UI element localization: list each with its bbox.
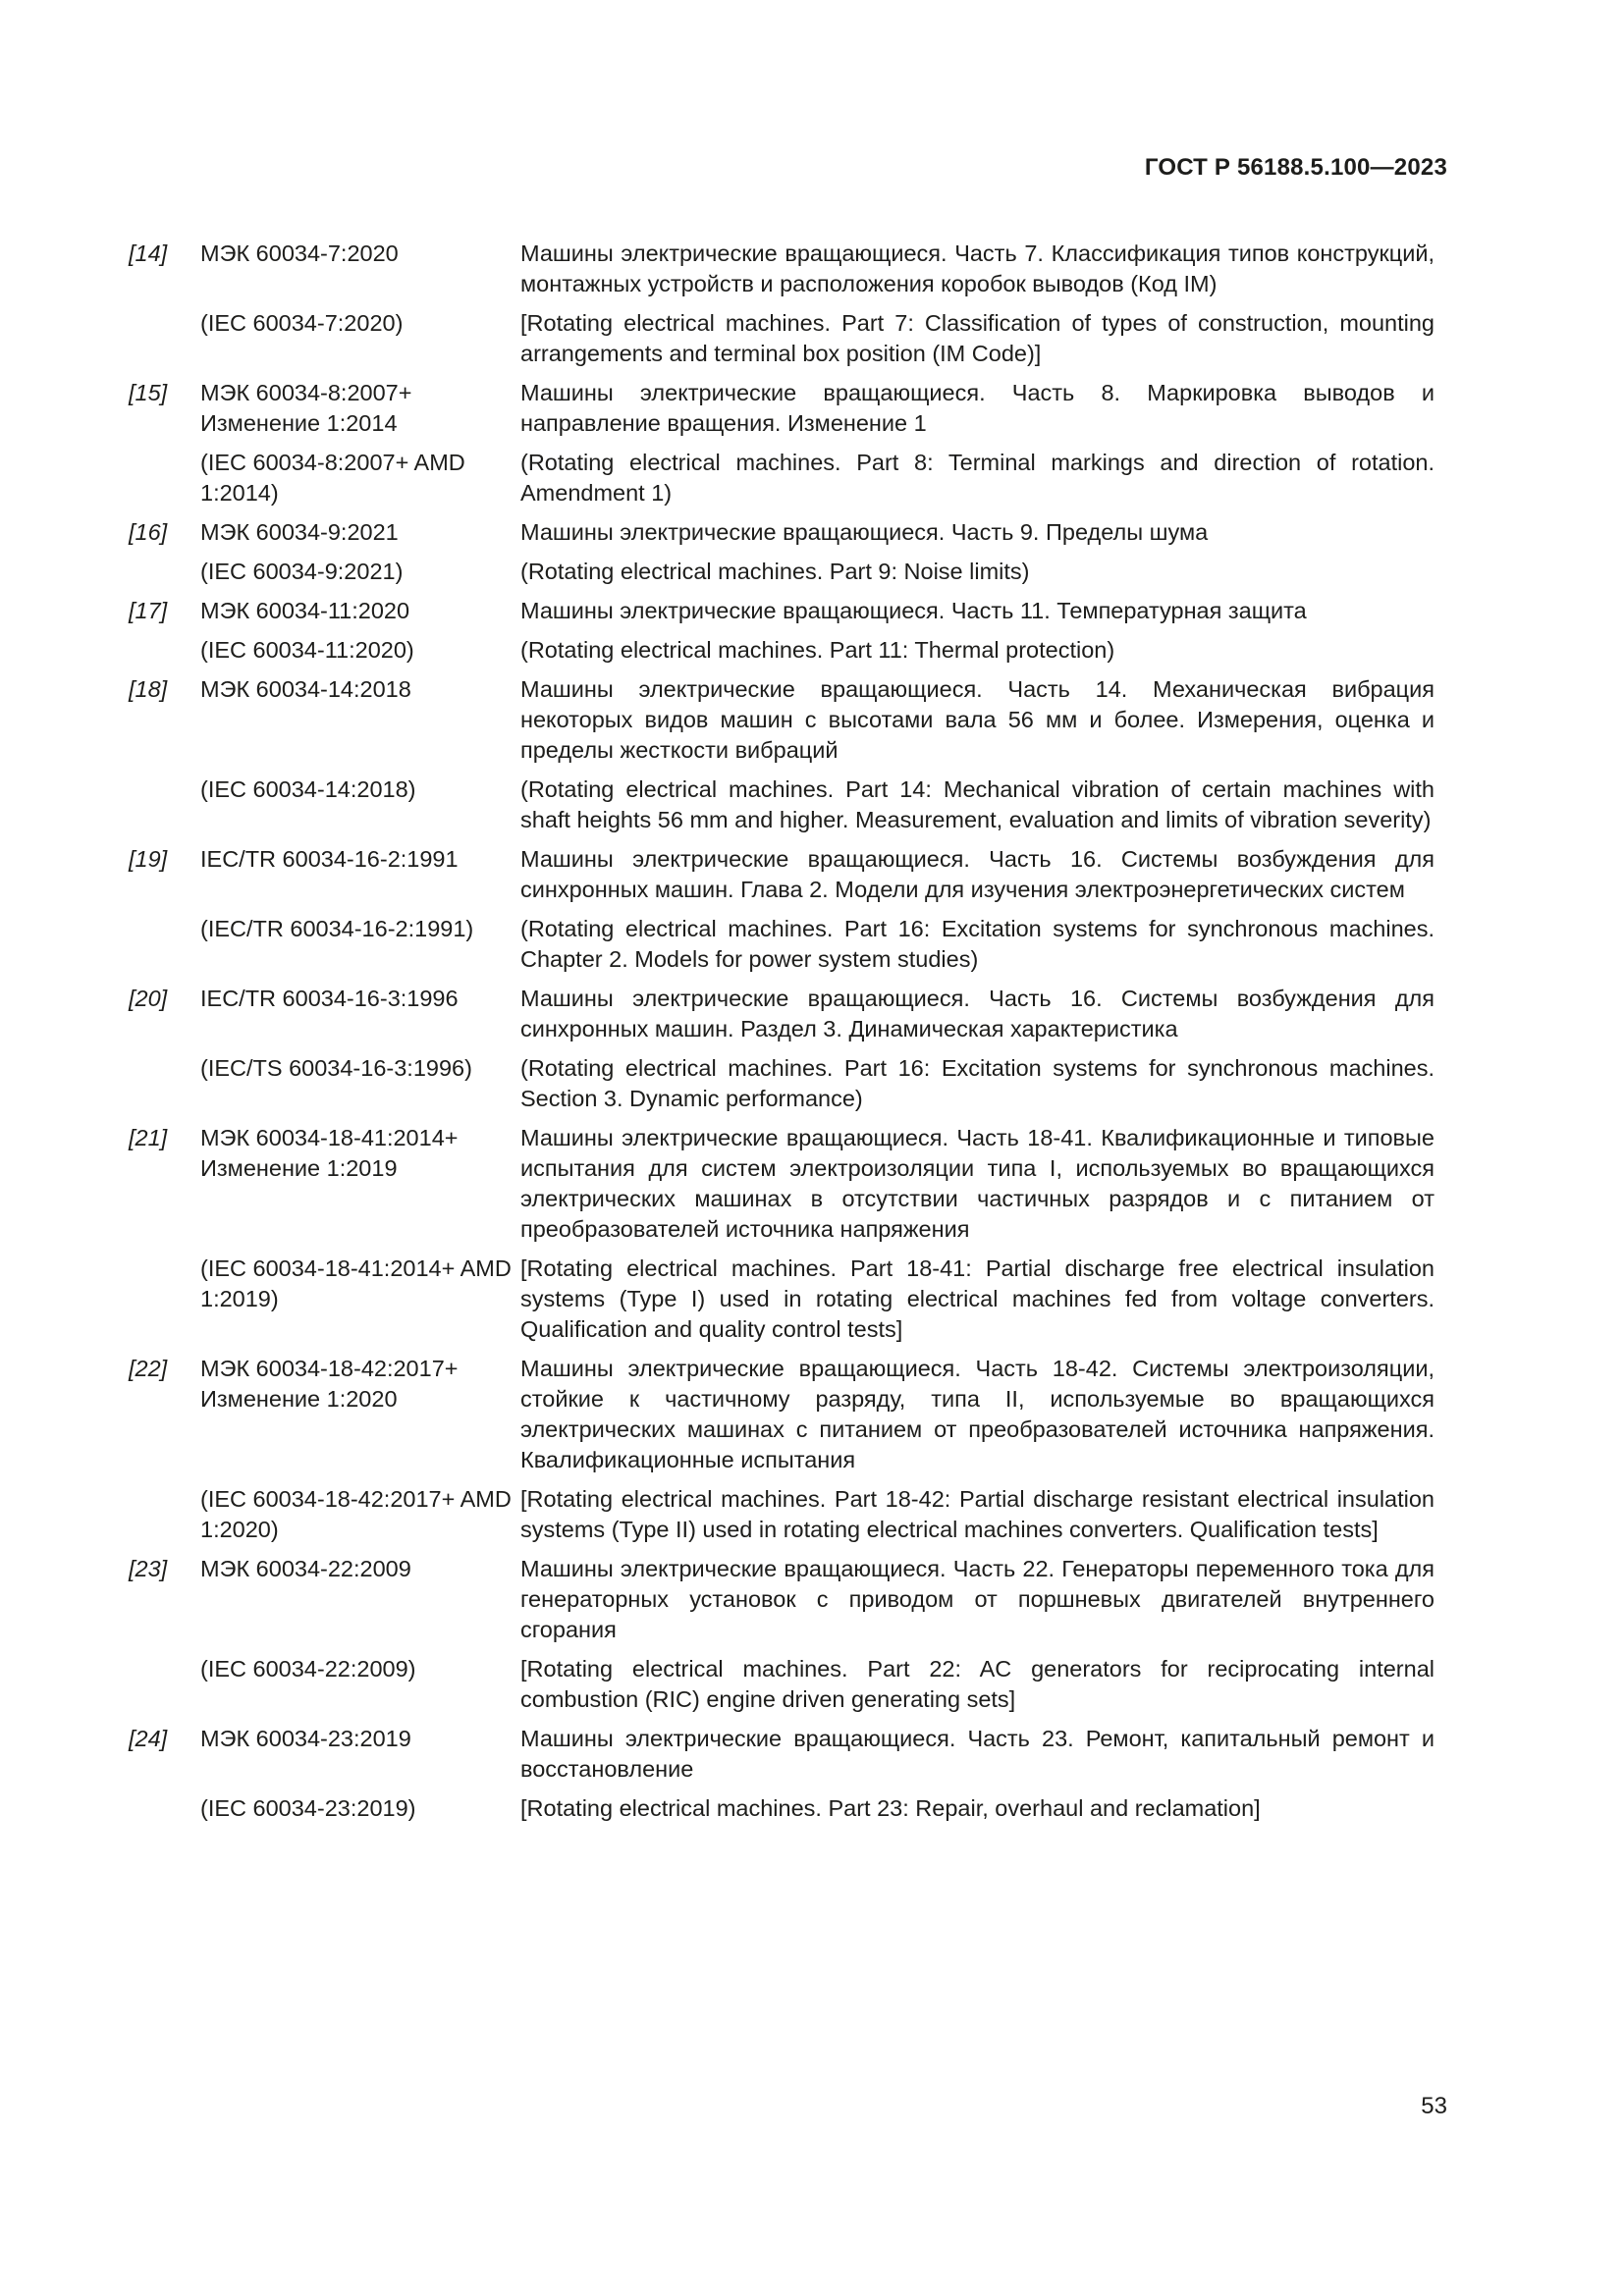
bibliography-entry [129, 1724, 1435, 1824]
entry-number: [14] [129, 240, 168, 266]
standard-code-ru: IEC/TR 60034-16-2:1991 [200, 846, 459, 872]
standard-title-en: [Rotating electrical machines. Part 22: AC generators for reciprocating internal combustion (RIC) engine driven generating sets] [520, 1656, 1435, 1712]
standard-title-en: [Rotating electrical machines. Part 18-42: Partial discharge resistant electrical insulation systems (Type II) used in rotating electrical machines converters. Qualification tests] [520, 1486, 1435, 1542]
entry-number: [17] [129, 598, 168, 623]
standard-code-ru: МЭК 60034-9:2021 [200, 519, 399, 545]
standard-code-ru: IEC/TR 60034-16-3:1996 [200, 986, 459, 1011]
standard-code-ru: МЭК 60034-7:2020 [200, 240, 399, 266]
bibliography-entry [129, 378, 1435, 508]
entry-ru-row [129, 517, 1435, 548]
standard-title-ru: Машины электрические вращающиеся. Часть 7. Классификация типов конструкций, монтажных устройств и расположения коробок выводов (Код IM) [520, 240, 1435, 296]
standard-title-en: (Rotating electrical machines. Part 11: Thermal protection) [520, 637, 1115, 663]
entry-number: [18] [129, 676, 168, 702]
standard-title-ru: Машины электрические вращающиеся. Часть 18-41. Квалификационные и типовые испытания для систем электроизоляции типа I, используемых во вращающихся электрических машинах в отсутствии частичных разрядов и с питанием от преобразователей источника напряжения [520, 1125, 1435, 1242]
standard-code-ru: МЭК 60034-8:2007+ Изменение 1:2014 [200, 380, 412, 436]
bibliography-entry [129, 1354, 1435, 1545]
entry-ru-row [129, 378, 1435, 439]
entry-number: [19] [129, 846, 168, 872]
entry-en-row [129, 1484, 1435, 1545]
entry-number: [20] [129, 986, 168, 1011]
standard-title-ru: Машины электрические вращающиеся. Часть 8. Маркировка выводов и направление вращения. Изменение 1 [520, 380, 1435, 436]
entry-number: [23] [129, 1556, 168, 1581]
bibliography-entry [129, 517, 1435, 587]
standard-title-ru: Машины электрические вращающиеся. Часть 18-42. Системы электроизоляции, стойкие к частичному разряду, типа II, используемые во вращающихся электрических машинах с питанием от преобразователей источника напряжения. Квалификационные испытания [520, 1356, 1435, 1472]
standard-title-ru: Машины электрические вращающиеся. Часть 14. Механическая вибрация некоторых видов машин с высотами вала 56 мм и более. Измерения, оценка и пределы жесткости вибраций [520, 676, 1435, 763]
bibliography-entry [129, 1554, 1435, 1715]
standard-code-en: (IEC 60034-14:2018) [200, 776, 416, 802]
standard-code-ru: МЭК 60034-18-42:2017+ Изменение 1:2020 [200, 1356, 459, 1412]
standard-title-ru: Машины электрические вращающиеся. Часть 9. Пределы шума [520, 519, 1209, 545]
standard-title-ru: Машины электрические вращающиеся. Часть 16. Системы возбуждения для синхронных машин. Раздел 3. Динамическая характеристика [520, 986, 1435, 1041]
entry-en-row [129, 308, 1435, 369]
standard-title-ru: Машины электрические вращающиеся. Часть 23. Ремонт, капитальный ремонт и восстановление [520, 1726, 1435, 1782]
standard-code-ru: МЭК 60034-18-41:2014+ Изменение 1:2019 [200, 1125, 459, 1181]
standard-title-en: (Rotating electrical machines. Part 14: Mechanical vibration of certain machines with shaft heights 56 mm and higher. Measurement, evaluation and limits of vibration severity) [520, 776, 1435, 832]
entry-number: [21] [129, 1125, 168, 1150]
entry-ru-row [129, 984, 1435, 1044]
standard-title-ru: Машины электрические вращающиеся. Часть 16. Системы возбуждения для синхронных машин. Глава 2. Модели для изучения электроэнергетических систем [520, 846, 1435, 902]
entry-en-row [129, 914, 1435, 975]
standard-code-en: (IEC 60034-8:2007+ AMD 1:2014) [200, 450, 465, 506]
bibliography-entry [129, 844, 1435, 975]
entry-ru-row [129, 1354, 1435, 1475]
standard-code-ru: МЭК 60034-23:2019 [200, 1726, 411, 1751]
entry-number: [22] [129, 1356, 168, 1381]
standard-code-ru: МЭК 60034-22:2009 [200, 1556, 411, 1581]
standard-title-en: [Rotating electrical machines. Part 7: Classification of types of construction, mounting arrangements and terminal box position (IM Code)] [520, 310, 1435, 366]
standard-title-en: (Rotating electrical machines. Part 16: Excitation systems for synchronous machines. Section 3. Dynamic performance) [520, 1055, 1435, 1111]
entry-en-row [129, 1254, 1435, 1345]
standard-title-ru: Машины электрические вращающиеся. Часть 11. Температурная защита [520, 598, 1307, 623]
page-number: 53 [1421, 2093, 1447, 2119]
entry-en-row [129, 635, 1435, 666]
entry-en-row [129, 774, 1435, 835]
entry-ru-row [129, 844, 1435, 905]
bibliography-entry [129, 1123, 1435, 1345]
standard-code-en: (IEC 60034-18-42:2017+ AMD 1:2020) [200, 1486, 512, 1542]
standard-code-en: (IEC/TR 60034-16-2:1991) [200, 916, 474, 941]
entry-ru-row [129, 596, 1435, 626]
standard-code-en: (IEC 60034-9:2021) [200, 559, 404, 584]
entry-en-row [129, 1654, 1435, 1715]
bibliography-entry [129, 596, 1435, 666]
bibliography-entry [129, 984, 1435, 1114]
standard-title-en: (Rotating electrical machines. Part 8: Terminal markings and direction of rotation. Amendment 1) [520, 450, 1435, 506]
standard-code-en: (IEC 60034-22:2009) [200, 1656, 416, 1682]
standard-title-en: (Rotating electrical machines. Part 16: Excitation systems for synchronous machines. Chapter 2. Models for power system studies) [520, 916, 1435, 972]
entry-en-row [129, 448, 1435, 508]
standard-title-en: [Rotating electrical machines. Part 18-41: Partial discharge free electrical insulation systems (Type I) used in rotating electrical machines fed from voltage converters. Qualification and quality control tests] [520, 1255, 1435, 1342]
standard-code-ru: МЭК 60034-14:2018 [200, 676, 411, 702]
standard-code-en: (IEC 60034-23:2019) [200, 1795, 416, 1821]
entry-ru-row [129, 1123, 1435, 1245]
entry-ru-row [129, 1554, 1435, 1645]
standard-code-en: (IEC 60034-7:2020) [200, 310, 404, 336]
standard-code-ru: МЭК 60034-11:2020 [200, 598, 410, 623]
document-code: ГОСТ Р 56188.5.100—2023 [1144, 154, 1447, 181]
bibliography-entry [129, 674, 1435, 835]
standard-code-en: (IEC 60034-18-41:2014+ AMD 1:2019) [200, 1255, 512, 1311]
entry-number: [24] [129, 1726, 168, 1751]
standard-title-ru: Машины электрические вращающиеся. Часть 22. Генераторы переменного тока для генераторных установок с приводом от поршневых двигателей внутреннего сгорания [520, 1556, 1435, 1642]
entry-ru-row [129, 674, 1435, 766]
standard-code-en: (IEC/TS 60034-16-3:1996) [200, 1055, 472, 1081]
standard-title-en: (Rotating electrical machines. Part 9: Noise limits) [520, 559, 1030, 584]
entry-ru-row [129, 1724, 1435, 1785]
entry-ru-row [129, 239, 1435, 299]
entry-number: [15] [129, 380, 168, 405]
entry-en-row [129, 1053, 1435, 1114]
entry-en-row [129, 1793, 1435, 1824]
entry-en-row [129, 557, 1435, 587]
bibliography-entry [129, 239, 1435, 369]
entry-number: [16] [129, 519, 168, 545]
standard-code-en: (IEC 60034-11:2020) [200, 637, 414, 663]
standard-title-en: [Rotating electrical machines. Part 23: Repair, overhaul and reclamation] [520, 1795, 1261, 1821]
bibliography-list [129, 239, 1435, 1833]
